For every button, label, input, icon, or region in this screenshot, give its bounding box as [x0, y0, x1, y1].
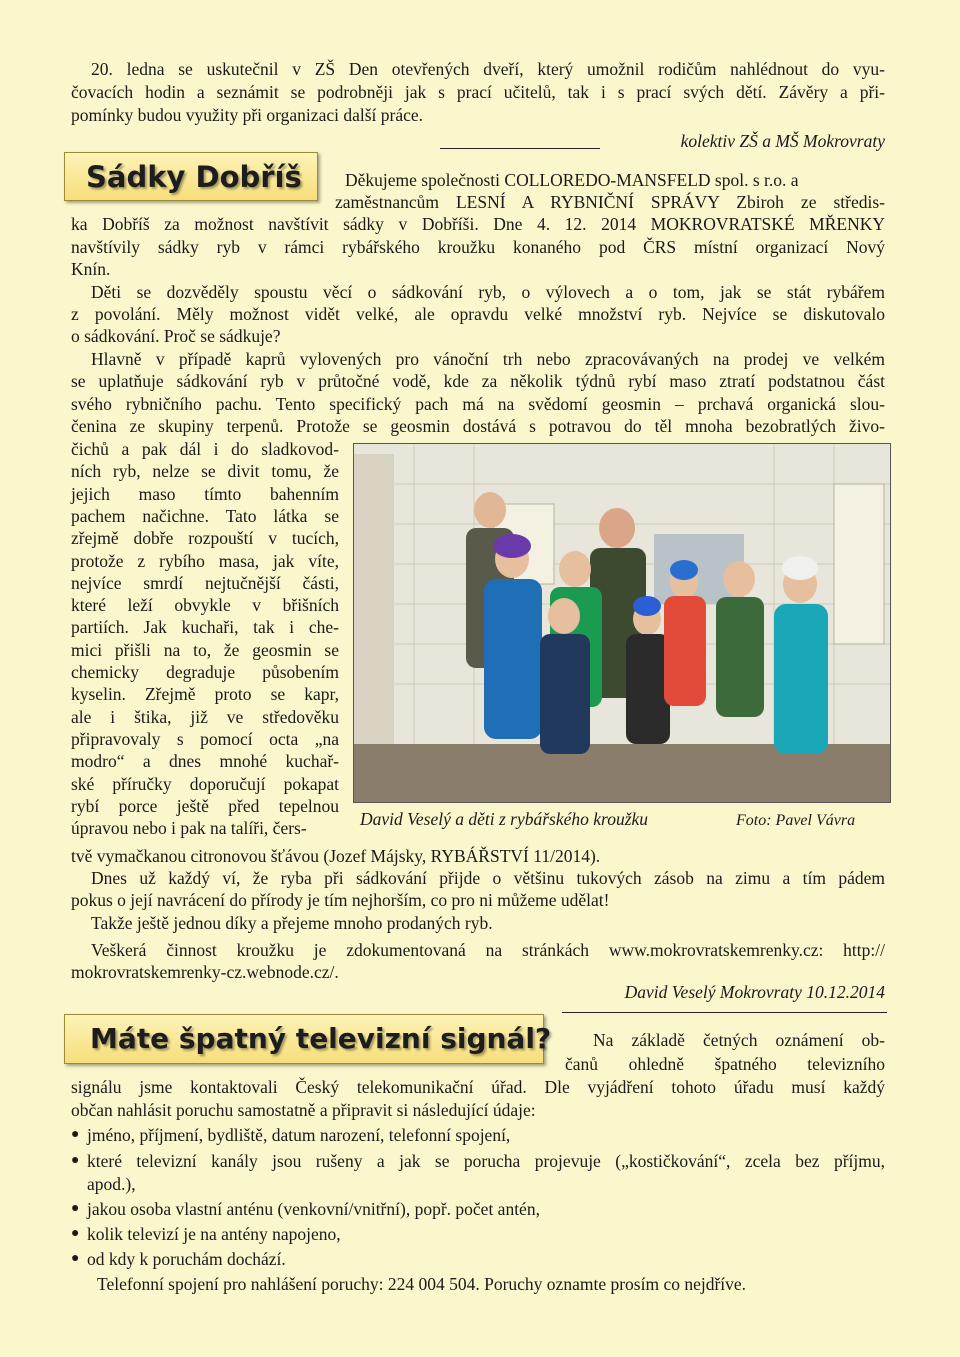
article1-after-6: mokrovratskemrenky-cz.webnode.cz/.	[71, 962, 339, 982]
intro-line-3: pomínky budou využity při organizaci další práce.	[71, 105, 424, 125]
article2-line-4: občan nahlásit poruchu samostatně a připravit si následující údaje:	[71, 1100, 536, 1120]
article1-line-9: Hlavně v případě kaprů vylovených pro vánoční trh nebo zpracovávaných na prodej ve velkém	[91, 349, 885, 369]
article1-line-4: navštívily sádky ryb v rámci rybářského kroužku konaného pod ČRS místní organizací Nový	[71, 237, 885, 257]
article1-narrow-line: čichů a pak dál i do sladkovod-	[71, 439, 339, 459]
article1-line-10: se uplatňuje sádkování ryb v průtočné vodě, kde za několik týdnů rybí maso ztratí podstatnou část	[71, 371, 885, 391]
article1-narrow-line: úpravou nebo i pak na talíři, čers-	[71, 818, 307, 839]
article2-line-3: signálu jsme kontaktovali Český telekomunikační úřad. Dle vyjádření tohoto úřadu musí každý	[71, 1077, 885, 1097]
bullet-item-2-cont: apod.),	[87, 1174, 136, 1194]
article1-line-7: z povolání. Měly možnost vidět velké, ale opravdu velké množství ryb. Nejvíce se diskutovalo	[71, 304, 885, 324]
photo-illustration	[354, 444, 891, 803]
bullet-icon: ●	[71, 1153, 80, 1168]
article1-narrow-line: rybí porce ještě před tepelnou	[71, 795, 339, 816]
article1-after-2: Dnes už každý ví, že ryba při sádkování přijde o většinu tukových zásob na zimu a tím pádem	[91, 868, 885, 888]
article1-narrow-line: nejvíce smrdí nejtučnější části,	[71, 572, 339, 593]
article2-heading: Máte špatný televizní signál?	[90, 1022, 552, 1055]
bullet-icon: ●	[71, 1226, 80, 1241]
bullet-item-5: od kdy k poruchám dochází.	[87, 1249, 286, 1269]
article1-narrow-line: partiích. Jak kuchaři, tak i che-	[71, 617, 339, 638]
bullet-item-4: kolik televizí je na antény napojeno,	[87, 1224, 341, 1244]
article1-narrow-line: modro“ a dnes mnohé kuchař-	[71, 751, 339, 772]
article1-narrow-line: které leží obvykle v břišních	[71, 595, 339, 616]
divider-2	[562, 1012, 887, 1013]
photo-credit: Foto: Pavel Vávra	[736, 812, 856, 829]
article1-after-4: Takže ještě jednou díky a přejeme mnoho prodaných ryb.	[91, 913, 493, 933]
bullet-icon: ●	[71, 1127, 80, 1142]
article1-line-2: zaměstnancům LESNÍ A RYBNIČNÍ SPRÁVY Zbiroh ze středis-	[335, 192, 885, 212]
article1-line-1: Děkujeme společnosti COLLOREDO-MANSFELD spol. s r.o. a	[345, 170, 799, 190]
intro-signature: kolektiv ZŠ a MŠ Mokrovraty	[680, 131, 885, 151]
article2-line-2: čanů ohledně špatného televizního	[565, 1054, 885, 1074]
bullet-item-1: jméno, příjmení, bydliště, datum narození, telefonní spojení,	[87, 1125, 511, 1145]
article1-signature: David Veselý Mokrovraty 10.12.2014	[624, 982, 885, 1002]
photo-fishing-club	[353, 443, 891, 803]
article1-line-8: o sádkování. Proč se sádkuje?	[71, 326, 281, 346]
article1-narrow-line: jejich maso tímto bahenním	[71, 483, 339, 504]
divider	[440, 148, 600, 149]
article1-narrow-line: zřejmě dobře rozpouští v tucích,	[71, 528, 339, 549]
article1-line-6: Děti se dozvěděly spoustu věcí o sádkování ryb, o výlovech a o tom, jak se stát rybářem	[91, 282, 885, 302]
article1-narrow-line: ské příručky doporučují pokapat	[71, 773, 339, 794]
article1-after-3: pokus o její navrácení do přírody je tím nejhorším, co pro ni můžeme udělat!	[71, 890, 610, 910]
article1-line-11: svého rybničního pachu. Tento specifický pach má na svědomí geosmin – prchavá organická slou-	[71, 394, 885, 414]
article1-line-5: Knín.	[71, 259, 111, 279]
article1-line-3: ka Dobříš za možnost navštívit sádky v Dobříši. Dne 4. 12. 2014 MOKROVRATSKÉ MŘENKY	[71, 214, 885, 234]
article2-line-1: Na základě četných oznámení ob-	[593, 1030, 885, 1050]
article1-heading: Sádky Dobříš	[86, 160, 302, 194]
bullet-item-2: které televizní kanály jsou rušeny a jak se porucha projevuje („kostičkování“, zcela bez příjmu,	[87, 1151, 885, 1171]
article1-narrow-line: protože z rybího masa, jak víte,	[71, 550, 339, 571]
article1-after-5: Veškerá činnost kroužku je zdokumentovaná na stránkách www.mokrovratskemrenky.cz: http://	[91, 940, 885, 960]
photo-caption: David Veselý a děti z rybářského kroužku	[360, 809, 649, 829]
article1-after-1: tvě vymačkanou citronovou šťávou (Jozef Májsky, RYBÁŘSTVÍ 11/2014).	[71, 846, 601, 866]
article1-narrow-line: připravovaly s pomocí octa „na	[71, 728, 339, 749]
article1-narrow-line: chemicky degraduje působením	[71, 662, 339, 682]
article1-narrow-line: ale i štika, již ve středověku	[71, 706, 339, 727]
article1-narrow-line: pachem načichne. Tato látka se	[71, 505, 339, 526]
article2-closing: Telefonní spojení pro nahlášení poruchy: 224 004 504. Poruchy oznamte prosím co nejdříve.	[97, 1274, 747, 1294]
bullet-icon: ●	[71, 1251, 80, 1266]
article1-narrow-line: ních ryb, nelze se divit tomu, že	[71, 461, 339, 482]
intro-line-1: 20. ledna se uskutečnil v ZŠ Den otevřených dveří, který umožnil rodičům nahlédnout do vyu-	[91, 59, 885, 79]
article1-line-12: čenina ze skupiny terpenů. Protože se geosmin dostává s potravou do těl mnoha bezobratlých živo-	[71, 416, 885, 436]
bullet-item-3: jakou osoba vlastní anténu (venkovní/vnitřní), popř. počet antén,	[87, 1199, 540, 1219]
intro-line-2: čovacích hodin a seznámit se podrobněji jak s prací učitelů, tak i s prací svých dětí. Závěry a při-	[71, 82, 885, 102]
article1-narrow-line: mici přišli na to, že geosmin se	[71, 639, 339, 660]
article1-narrow-line: kyselin. Zřejmě proto se kapr,	[71, 684, 339, 705]
bullet-icon: ●	[71, 1201, 80, 1216]
